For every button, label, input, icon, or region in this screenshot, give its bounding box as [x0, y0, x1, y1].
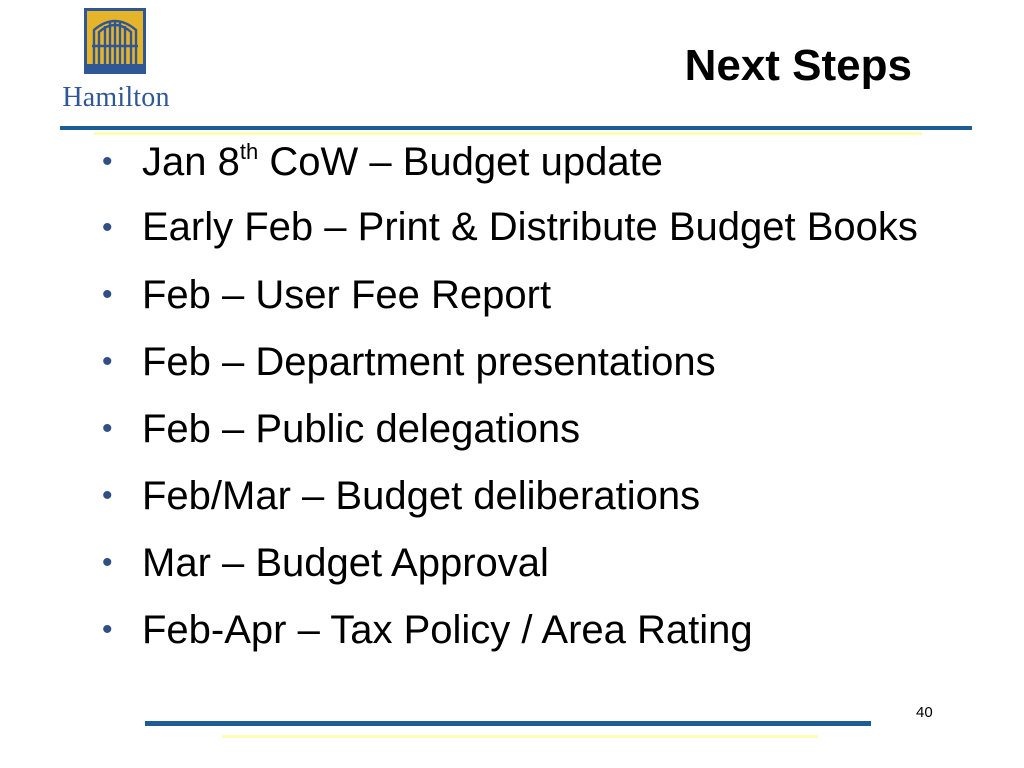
bullet-item [100, 205, 920, 249]
hamilton-logo-icon [84, 8, 146, 74]
bottom-blue-rule [145, 721, 871, 726]
hamilton-logo-text: Hamilton [62, 82, 170, 113]
bullet-icon: • [102, 546, 113, 579]
bullet-text-part: CoW – Budget update [258, 140, 663, 184]
bullet-item [100, 543, 920, 583]
bullet-text-part: Jan 8 [142, 140, 240, 184]
bullet-text: Mar – Budget Approval [142, 541, 549, 585]
bullet-item [100, 409, 920, 449]
bullet-item [100, 476, 920, 516]
bullet-item [100, 275, 920, 315]
bullet-icon: • [102, 613, 113, 646]
page-number: 40 [916, 704, 933, 721]
bullet-text: Feb-Apr – Tax Policy / Area Rating [142, 608, 753, 652]
bullet-item [100, 342, 920, 382]
bullet-text: Feb – Department presentations [142, 340, 716, 384]
bullet-text: Feb – User Fee Report [142, 273, 552, 317]
bullet-text: Early Feb – Print & Distribute Budget Books [142, 205, 918, 249]
top-yellow-rule [94, 132, 922, 135]
slide-title: Next Steps [684, 41, 912, 90]
bullet-icon: • [102, 278, 113, 311]
bullet-icon: • [102, 345, 113, 378]
hamilton-logo [46, 6, 186, 114]
bullet-text: Feb – Public delegations [142, 407, 581, 451]
bullet-icon: • [102, 211, 113, 244]
bullet-list [100, 136, 920, 677]
bullet-item [100, 139, 920, 184]
top-blue-rule [60, 126, 972, 130]
bottom-yellow-rule [222, 735, 818, 738]
bullet-icon: • [102, 412, 113, 445]
bullet-text: Feb/Mar – Budget deliberations [142, 474, 701, 518]
bullet-icon: • [102, 479, 113, 512]
bullet-superscript: th [239, 139, 259, 164]
bullet-item [100, 610, 920, 650]
bullet-icon: • [102, 145, 113, 178]
